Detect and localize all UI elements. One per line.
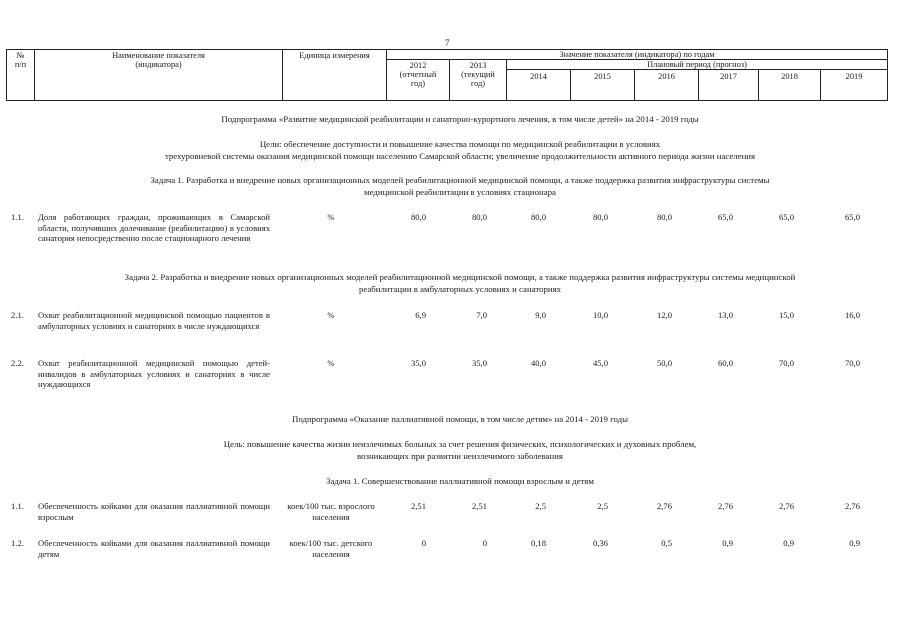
- value-2012: 2,51: [410, 501, 426, 511]
- row-indicator-name: Обеспеченность койками для оказания паллиативной помощи взрослым: [38, 501, 270, 522]
- value-2018: 70,0: [778, 358, 794, 368]
- subprogram-1-goal-line2: трехуровневой системы оказания медицинской помощи населению Самарской области; увеличение продолжительности активного периода жизни населения: [164, 151, 756, 161]
- year-2019-header: 2019: [845, 72, 863, 81]
- row-indicator-name: Доля работающих граждан, проживающих в Самарской области, получивших долечивание (реабилитацию) в условиях санатория непосредственно после стационарного лечения: [38, 212, 270, 244]
- page-number: 7: [445, 38, 450, 48]
- value-2019: 16,0: [844, 310, 860, 320]
- value-2019: 65,0: [844, 212, 860, 222]
- value-2014: 9,0: [535, 310, 546, 320]
- value-2019: 0,9: [849, 538, 860, 548]
- value-2017: 65,0: [717, 212, 733, 222]
- row-unit: %: [327, 310, 335, 320]
- subprogram-2-goal-line1: Цель: повышение качества жизни неизлечимых больных за счет решения физических, психологических и духовных проблем,: [223, 439, 697, 449]
- value-2014: 2,5: [535, 501, 546, 511]
- value-2018: 65,0: [778, 212, 794, 222]
- subprogram-1-title: Подпрограмма «Развитие медицинской реабилитации и санаторно-курортного лечения, в том числе детей» на 2014 - 2019 годы: [221, 114, 699, 124]
- value-2017: 60,0: [717, 358, 733, 368]
- value-2018: 15,0: [778, 310, 794, 320]
- subprogram-1-task-1-line1: Задача 1. Разработка и внедрение новых организационных моделей реабилитационной медицинской помощи, а также поддержка развития инфраструктуры системы: [150, 175, 770, 185]
- value-2015: 45,0: [592, 358, 608, 368]
- value-2019: 70,0: [844, 358, 860, 368]
- value-2016: 0,5: [661, 538, 672, 548]
- value-2015: 80,0: [592, 212, 608, 222]
- col-number-header: № п/п: [14, 51, 27, 70]
- table-header: [6, 49, 888, 101]
- value-2016: 80,0: [656, 212, 672, 222]
- subprogram-2-goal-line2: возникающих при развитии неизлечимого заболевания: [357, 451, 563, 461]
- value-2018: 2,76: [778, 501, 794, 511]
- subprogram-1-task-1-line2: медицинской реабилитации в условиях стационара: [364, 187, 556, 197]
- value-2015: 2,5: [597, 501, 608, 511]
- subprogram-2-task-1: Задача 1. Совершенствование паллиативной помощи взрослым и детям: [326, 476, 594, 486]
- value-2013: 7,0: [476, 310, 487, 320]
- value-2012: 80,0: [410, 212, 426, 222]
- value-2013: 35,0: [471, 358, 487, 368]
- row-indicator-name: Обеспеченность койками для оказания паллиативной помощи детям: [38, 538, 270, 559]
- plan-period-header: Плановый период (прогноз): [647, 60, 747, 69]
- value-2016: 50,0: [656, 358, 672, 368]
- value-2013: 2,51: [471, 501, 487, 511]
- value-2012: 0: [421, 538, 426, 548]
- value-2017: 2,76: [717, 501, 733, 511]
- year-2018-header: 2018: [781, 72, 798, 81]
- subprogram-1-goal-line1: Цели: обеспечение доступности и повышение качества помощи по медицинской реабилитации в условиях: [259, 139, 661, 149]
- value-2019: 2,76: [844, 501, 860, 511]
- value-2017: 13,0: [717, 310, 733, 320]
- year-2014-header: 2014: [530, 72, 547, 81]
- value-2013: 80,0: [471, 212, 487, 222]
- row-number: 1.1.: [11, 501, 24, 511]
- value-2014: 40,0: [530, 358, 546, 368]
- year-2016-header: 2016: [658, 72, 675, 81]
- value-2016: 2,76: [656, 501, 672, 511]
- value-2016: 12,0: [656, 310, 672, 320]
- row-indicator-name: Охват реабилитационной медицинской помощью детей-инвалидов в амбулаторных условиях и санаториях в числе нуждающихся: [38, 358, 270, 390]
- row-unit: %: [327, 358, 335, 368]
- row-unit: коек/100 тыс. детского населения: [289, 538, 373, 559]
- row-number: 2.2.: [11, 358, 24, 368]
- subprogram-1-task-2-line2: реабилитации в амбулаторных условиях и санаториях: [358, 284, 562, 294]
- row-unit: коек/100 тыс. взрослого населения: [287, 501, 375, 522]
- value-2017: 0,9: [722, 538, 733, 548]
- row-unit: %: [327, 212, 335, 222]
- subprogram-2-title: Подпрограмма «Оказание паллиативной помощи, в том числе детям» на 2014 - 2019 годы: [292, 414, 628, 424]
- value-2012: 6,9: [415, 310, 426, 320]
- value-2012: 35,0: [410, 358, 426, 368]
- col-unit-header: Единица измерения: [299, 51, 370, 60]
- year-2017-header: 2017: [720, 72, 737, 81]
- col-values-header: Значение показателя (индикатора) по годам: [559, 50, 715, 59]
- year-2013-header: 2013 (текущий год): [461, 61, 495, 89]
- subprogram-1-task-2-line1: Задача 2. Разработка и внедрение новых организационных моделей реабилитационной медицинской помощи, а также поддержка развития инфраструктуры системы медицинской: [124, 272, 796, 282]
- value-2018: 0,9: [783, 538, 794, 548]
- row-indicator-name: Охват реабилитационной медицинской помощью пациентов в амбулаторных условиях и санаториях в числе нуждающихся: [38, 310, 270, 331]
- col-name-header: Наименование показателя (индикатора): [112, 51, 205, 70]
- year-2012-header: 2012 (отчетный год): [399, 61, 437, 89]
- row-number: 2.1.: [11, 310, 24, 320]
- year-2015-header: 2015: [594, 72, 611, 81]
- value-2015: 10,0: [592, 310, 608, 320]
- value-2013: 0: [482, 538, 487, 548]
- value-2014: 80,0: [530, 212, 546, 222]
- row-number: 1.1.: [11, 212, 24, 222]
- row-number: 1.2.: [11, 538, 24, 548]
- value-2014: 0,18: [530, 538, 546, 548]
- value-2015: 0,36: [592, 538, 608, 548]
